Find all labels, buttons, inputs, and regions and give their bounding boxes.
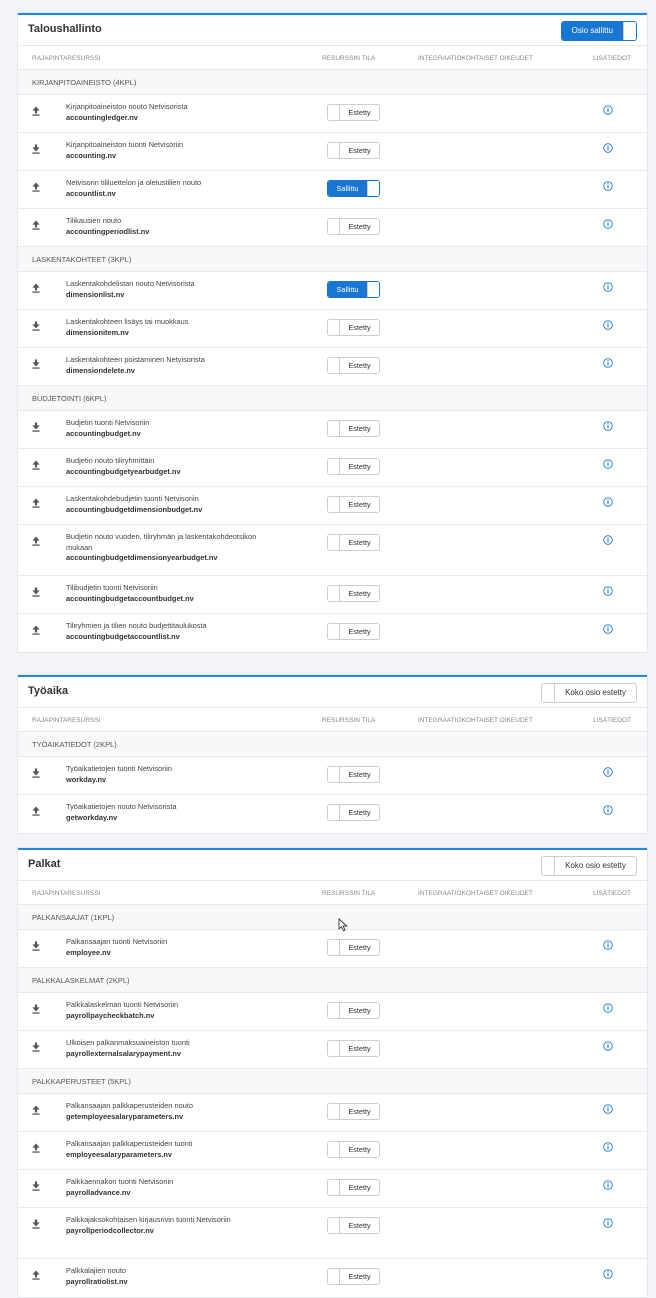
resource-description bbox=[66, 1177, 266, 1198]
download-icon bbox=[32, 318, 40, 328]
endpoint-name: accountingbudgetdimensionbudget.nv bbox=[66, 504, 203, 514]
download-icon bbox=[32, 1039, 40, 1049]
resource-name: Ulkoisen palkanmaksuaineiston tuonti bbox=[66, 1038, 190, 1047]
group-header: PALKANSAAJAT (1KPL) bbox=[18, 905, 647, 930]
resource-state-label: Estetty bbox=[348, 1183, 371, 1192]
group-header: TYÖAIKATIEDOT (2KPL) bbox=[18, 732, 647, 757]
endpoint-name: getworkday.nv bbox=[66, 812, 118, 822]
resource-state-label: Estetty bbox=[348, 146, 371, 155]
resource-state-toggle[interactable] bbox=[327, 1179, 380, 1196]
resource-row bbox=[18, 576, 647, 614]
toggle-knob bbox=[328, 358, 340, 373]
resource-description bbox=[66, 1266, 266, 1287]
info-icon[interactable] bbox=[603, 621, 613, 631]
info-icon[interactable] bbox=[603, 1101, 613, 1111]
endpoint-name: accountingperiodlist.nv bbox=[66, 226, 150, 236]
toggle-knob bbox=[328, 105, 340, 120]
resource-row bbox=[18, 795, 647, 833]
toggle-knob bbox=[328, 497, 340, 512]
resource-name: Netvisorin tililuettelon ja oletustilien nouto bbox=[66, 178, 202, 187]
endpoint-name: accountingbudgetyearbudget.nv bbox=[66, 466, 181, 476]
resource-name: Kirjanpitoaineiston nouto Netvisorista bbox=[66, 102, 188, 111]
resource-state-toggle[interactable] bbox=[327, 281, 380, 298]
column-header-state: RESURSSIN TILA bbox=[322, 890, 376, 897]
endpoint-name: payrolladvance.nv bbox=[66, 1187, 131, 1197]
toggle-knob bbox=[328, 940, 340, 955]
resource-state-toggle[interactable] bbox=[327, 1268, 380, 1285]
download-icon bbox=[32, 938, 40, 948]
upload-icon bbox=[32, 179, 40, 189]
resource-name: Kirjanpitoaineiston tuonti Netvisoriin bbox=[66, 140, 184, 149]
resource-state-label: Estetty bbox=[348, 1221, 371, 1230]
endpoint-name: accounting.nv bbox=[66, 150, 117, 160]
endpoint-name: accountlist.nv bbox=[66, 188, 116, 198]
info-icon[interactable] bbox=[603, 1266, 613, 1276]
upload-icon bbox=[32, 1140, 40, 1150]
column-header-state: RESURSSIN TILA bbox=[322, 55, 376, 62]
info-icon[interactable] bbox=[603, 1000, 613, 1010]
column-header-rights: INTEGRAATIOKOHTAISET OIKEUDET bbox=[418, 890, 533, 897]
resource-row bbox=[18, 1208, 647, 1259]
column-header-state: RESURSSIN TILA bbox=[322, 717, 376, 724]
resource-description bbox=[66, 937, 266, 958]
upload-icon bbox=[32, 495, 40, 505]
column-headers bbox=[18, 708, 647, 732]
resource-name: Palkkalaskelman tuonti Netvisoriin bbox=[66, 1000, 179, 1009]
resource-state-label: Estetty bbox=[348, 1006, 371, 1015]
resource-row bbox=[18, 614, 647, 652]
resource-description bbox=[66, 102, 266, 123]
toggle-knob bbox=[328, 1142, 340, 1157]
resource-description bbox=[66, 1000, 266, 1021]
resource-name: Palkansaajan palkkaperusteiden nouto bbox=[66, 1101, 193, 1110]
info-icon[interactable] bbox=[603, 355, 613, 365]
resource-description bbox=[66, 621, 266, 642]
resource-state-toggle[interactable] bbox=[327, 939, 380, 956]
download-icon bbox=[32, 356, 40, 366]
section-title: Taloushallinto bbox=[28, 23, 102, 35]
resource-state-toggle[interactable] bbox=[327, 804, 380, 821]
column-header-rights: INTEGRAATIOKOHTAISET OIKEUDET bbox=[418, 717, 533, 724]
resource-row bbox=[18, 487, 647, 525]
resource-name: Laskentakohdelistan nouto Netvisorista bbox=[66, 279, 195, 288]
resource-description bbox=[66, 494, 266, 515]
toggle-knob bbox=[328, 320, 340, 335]
section-toggle[interactable] bbox=[541, 683, 637, 703]
resource-state-label: Estetty bbox=[348, 627, 371, 636]
resource-state-toggle[interactable] bbox=[327, 420, 380, 437]
endpoint-name: accountingledger.nv bbox=[66, 112, 138, 122]
resource-state-label: Estetty bbox=[348, 462, 371, 471]
group-header: PALKKALASKELMAT (2KPL) bbox=[18, 968, 647, 993]
download-icon bbox=[32, 1216, 40, 1226]
section-toggle-label: Osio sallittu bbox=[562, 22, 623, 40]
resource-row bbox=[18, 171, 647, 209]
info-icon[interactable] bbox=[603, 102, 613, 112]
group-header: KIRJANPITOAINEISTO (4KPL) bbox=[18, 70, 647, 95]
upload-icon bbox=[32, 533, 40, 543]
resource-description bbox=[66, 583, 266, 604]
section-title: Palkat bbox=[28, 858, 61, 870]
resource-name: Palkkaennakon tuonti Netvisoriin bbox=[66, 1177, 174, 1186]
section-2 bbox=[18, 848, 647, 1297]
endpoint-name: workday.nv bbox=[66, 774, 107, 784]
resource-name: Budjetin nouto vuoden, tiliryhmän ja laskentakohdeotsikon mukaan bbox=[66, 532, 257, 552]
resource-state-toggle[interactable] bbox=[327, 142, 380, 159]
resource-state-label: Sallittu bbox=[328, 181, 367, 196]
toggle-knob bbox=[328, 421, 340, 436]
endpoint-name: employee.nv bbox=[66, 947, 111, 957]
toggle-knob bbox=[328, 586, 340, 601]
download-icon bbox=[32, 1001, 40, 1011]
endpoint-name: accountingbudgetdimensionyearbudget.nv bbox=[66, 553, 218, 562]
toggle-knob bbox=[328, 219, 340, 234]
resource-name: Palkansaajan tuonti Netvisoriin bbox=[66, 937, 168, 946]
resource-state-toggle[interactable] bbox=[327, 180, 380, 197]
toggle-knob bbox=[328, 459, 340, 474]
resource-state-toggle[interactable] bbox=[327, 458, 380, 475]
info-icon[interactable] bbox=[603, 583, 613, 593]
resource-state-label: Estetty bbox=[348, 943, 371, 952]
resource-description bbox=[66, 1101, 266, 1122]
resource-row bbox=[18, 930, 647, 968]
toggle-knob bbox=[328, 1218, 340, 1233]
resource-name: Tilikausien nouto bbox=[66, 216, 122, 225]
resource-description bbox=[66, 317, 266, 338]
endpoint-name: dimensiondelete.nv bbox=[66, 365, 135, 375]
toggle-knob bbox=[328, 1003, 340, 1018]
column-header-info: LISÄTIEDOT bbox=[593, 55, 631, 62]
info-icon[interactable] bbox=[603, 937, 613, 947]
resource-state-label: Estetty bbox=[348, 589, 371, 598]
resource-state-toggle[interactable] bbox=[327, 104, 380, 121]
endpoint-name: getemployeesalaryparameters.nv bbox=[66, 1111, 184, 1121]
info-icon[interactable] bbox=[603, 1038, 613, 1048]
resource-state-label: Estetty bbox=[348, 538, 371, 547]
endpoint-name: dimensionlist.nv bbox=[66, 289, 125, 299]
resource-name: Budjetin tuonti Netvisoriin bbox=[66, 418, 150, 427]
resource-row bbox=[18, 1170, 647, 1208]
resource-state-label: Estetty bbox=[348, 770, 371, 779]
section-toggle[interactable] bbox=[541, 856, 637, 876]
upload-icon bbox=[32, 217, 40, 227]
info-icon[interactable] bbox=[603, 216, 613, 226]
resource-name: Laskentakohteen lisäys tai muokkaus bbox=[66, 317, 189, 326]
toggle-knob bbox=[328, 624, 340, 639]
endpoint-name: payrollexternalsalarypayment.nv bbox=[66, 1048, 182, 1058]
toggle-knob bbox=[328, 1269, 340, 1284]
section-toggle-label: Koko osio estetty bbox=[565, 688, 626, 697]
resource-state-label: Estetty bbox=[348, 1145, 371, 1154]
resource-row bbox=[18, 1259, 647, 1297]
resource-state-toggle[interactable] bbox=[327, 496, 380, 513]
toggle-knob bbox=[328, 767, 340, 782]
info-icon[interactable] bbox=[603, 418, 613, 428]
endpoint-name: accountingbudget.nv bbox=[66, 428, 141, 438]
info-icon[interactable] bbox=[603, 178, 613, 188]
info-icon[interactable] bbox=[603, 532, 613, 542]
resource-description bbox=[66, 532, 266, 564]
resource-row bbox=[18, 449, 647, 487]
info-icon[interactable] bbox=[603, 802, 613, 812]
endpoint-name: employeesalaryparameters.nv bbox=[66, 1149, 172, 1159]
resource-row bbox=[18, 133, 647, 171]
resource-name: Laskentakohteen poistaminen Netvisorista bbox=[66, 355, 205, 364]
toggle-knob bbox=[367, 181, 379, 196]
toggle-knob bbox=[623, 22, 636, 40]
column-headers bbox=[18, 881, 647, 905]
info-icon[interactable] bbox=[603, 279, 613, 289]
upload-icon bbox=[32, 280, 40, 290]
resource-name: Budjetin nouto tiliryhmittäin bbox=[66, 456, 155, 465]
toggle-knob bbox=[328, 143, 340, 158]
resource-name: Työaikatietojen tuonti Netvisoriin bbox=[66, 764, 172, 773]
resource-state-toggle[interactable] bbox=[327, 1040, 380, 1057]
resource-name: Palkkalajien nouto bbox=[66, 1266, 126, 1275]
column-header-resource: RAJAPINTARESURSSI bbox=[32, 717, 101, 724]
resource-description bbox=[66, 418, 266, 439]
resource-state-toggle[interactable] bbox=[327, 585, 380, 602]
group-header: PALKKAPERUSTEET (5KPL) bbox=[18, 1069, 647, 1094]
section-header bbox=[18, 15, 647, 46]
resource-state-toggle[interactable] bbox=[327, 357, 380, 374]
toggle-knob bbox=[328, 1180, 340, 1195]
resource-description bbox=[66, 178, 266, 199]
section-header bbox=[18, 677, 647, 708]
resource-state-label: Sallittu bbox=[328, 282, 367, 297]
resource-row bbox=[18, 1094, 647, 1132]
resource-name: Palkkajaksokohtaisen kirjausrivin tuonti Netvisoriin bbox=[66, 1215, 231, 1224]
resource-row bbox=[18, 348, 647, 386]
group-header: BUDJETOINTI (6KPL) bbox=[18, 386, 647, 411]
resource-description bbox=[66, 279, 266, 300]
group-header: LASKENTAKOHTEET (3KPL) bbox=[18, 247, 647, 272]
resource-state-toggle[interactable] bbox=[327, 1103, 380, 1120]
resource-state-label: Estetty bbox=[348, 108, 371, 117]
column-header-resource: RAJAPINTARESURSSI bbox=[32, 55, 101, 62]
column-header-resource: RAJAPINTARESURSSI bbox=[32, 890, 101, 897]
resource-state-toggle[interactable] bbox=[327, 766, 380, 783]
info-icon[interactable] bbox=[603, 1177, 613, 1187]
resource-state-toggle[interactable] bbox=[327, 1217, 380, 1234]
resource-row bbox=[18, 993, 647, 1031]
section-toggle-label: Koko osio estetty bbox=[565, 861, 626, 870]
resource-state-label: Estetty bbox=[348, 1107, 371, 1116]
download-icon bbox=[32, 765, 40, 775]
toggle-knob bbox=[328, 535, 340, 550]
toggle-knob bbox=[328, 1041, 340, 1056]
info-icon[interactable] bbox=[603, 494, 613, 504]
endpoint-name: payrollratiolist.nv bbox=[66, 1276, 128, 1286]
resource-name: Palkansaajan palkkaperusteiden tuonti bbox=[66, 1139, 193, 1148]
resource-row bbox=[18, 1132, 647, 1170]
column-header-info: LISÄTIEDOT bbox=[593, 890, 631, 897]
resource-row bbox=[18, 757, 647, 795]
resource-description bbox=[66, 355, 266, 376]
info-icon[interactable] bbox=[603, 317, 613, 327]
info-icon[interactable] bbox=[603, 1139, 613, 1149]
upload-icon bbox=[32, 1102, 40, 1112]
endpoint-name: accountingbudgetaccountlist.nv bbox=[66, 631, 180, 641]
resource-state-label: Estetty bbox=[348, 222, 371, 231]
resource-row bbox=[18, 411, 647, 449]
resource-row bbox=[18, 95, 647, 133]
endpoint-name: payrollperiodcollector.nv bbox=[66, 1225, 154, 1235]
upload-icon bbox=[32, 622, 40, 632]
resource-name: Työaikatietojen nouto Netvisorista bbox=[66, 802, 177, 811]
resource-state-toggle[interactable] bbox=[327, 218, 380, 235]
upload-icon bbox=[32, 457, 40, 467]
resource-state-toggle[interactable] bbox=[327, 623, 380, 640]
info-icon[interactable] bbox=[603, 456, 613, 466]
resource-state-label: Estetty bbox=[348, 323, 371, 332]
download-icon bbox=[32, 584, 40, 594]
resource-row bbox=[18, 310, 647, 348]
toggle-knob bbox=[328, 805, 340, 820]
resource-description bbox=[66, 1139, 266, 1160]
resource-state-toggle[interactable] bbox=[327, 1002, 380, 1019]
resource-name: Tiliryhmien ja tilien nouto budjettitaulukosta bbox=[66, 621, 207, 630]
resource-state-label: Estetty bbox=[348, 500, 371, 509]
column-header-rights: INTEGRAATIOKOHTAISET OIKEUDET bbox=[418, 55, 533, 62]
endpoint-name: accountingbudgetaccountbudget.nv bbox=[66, 593, 194, 603]
resource-state-label: Estetty bbox=[348, 424, 371, 433]
column-headers bbox=[18, 46, 647, 70]
resource-state-toggle[interactable] bbox=[327, 319, 380, 336]
section-1 bbox=[18, 675, 647, 833]
resource-state-toggle[interactable] bbox=[327, 1141, 380, 1158]
resource-name: Laskentakohdebudjetin tuonti Netvisoriin bbox=[66, 494, 199, 503]
download-icon bbox=[32, 141, 40, 151]
download-icon bbox=[32, 419, 40, 429]
endpoint-name: dimensionitem.nv bbox=[66, 327, 129, 337]
toggle-knob bbox=[367, 282, 379, 297]
resource-description bbox=[66, 456, 266, 477]
resource-state-label: Estetty bbox=[348, 808, 371, 817]
resource-state-label: Estetty bbox=[348, 1044, 371, 1053]
section-title: Työaika bbox=[28, 685, 69, 697]
info-icon[interactable] bbox=[603, 140, 613, 150]
resource-description bbox=[66, 802, 266, 823]
resource-description bbox=[66, 1038, 266, 1059]
upload-icon bbox=[32, 103, 40, 113]
resource-row bbox=[18, 1031, 647, 1069]
upload-icon bbox=[32, 1267, 40, 1277]
toggle-knob bbox=[542, 857, 555, 875]
info-icon[interactable] bbox=[603, 764, 613, 774]
resource-row bbox=[18, 525, 647, 576]
endpoint-name: payrollpaycheckbatch.nv bbox=[66, 1010, 155, 1020]
resource-name: Tilibudjetin tuonti Netvisoriin bbox=[66, 583, 158, 592]
toggle-knob bbox=[542, 684, 555, 702]
column-header-info: LISÄTIEDOT bbox=[593, 717, 631, 724]
resource-state-toggle[interactable] bbox=[327, 534, 380, 551]
resource-state-label: Estetty bbox=[348, 361, 371, 370]
download-icon bbox=[32, 1178, 40, 1188]
resource-description bbox=[66, 1215, 266, 1236]
section-0 bbox=[18, 13, 647, 652]
info-icon[interactable] bbox=[603, 1215, 613, 1225]
section-header bbox=[18, 850, 647, 881]
resource-state-label: Estetty bbox=[348, 1272, 371, 1281]
resource-row bbox=[18, 209, 647, 247]
toggle-knob bbox=[328, 1104, 340, 1119]
upload-icon bbox=[32, 803, 40, 813]
resource-row bbox=[18, 272, 647, 310]
resource-description bbox=[66, 764, 266, 785]
resource-description bbox=[66, 140, 266, 161]
section-toggle[interactable] bbox=[561, 21, 637, 41]
mouse-cursor-icon bbox=[338, 918, 349, 932]
resource-description bbox=[66, 216, 266, 237]
